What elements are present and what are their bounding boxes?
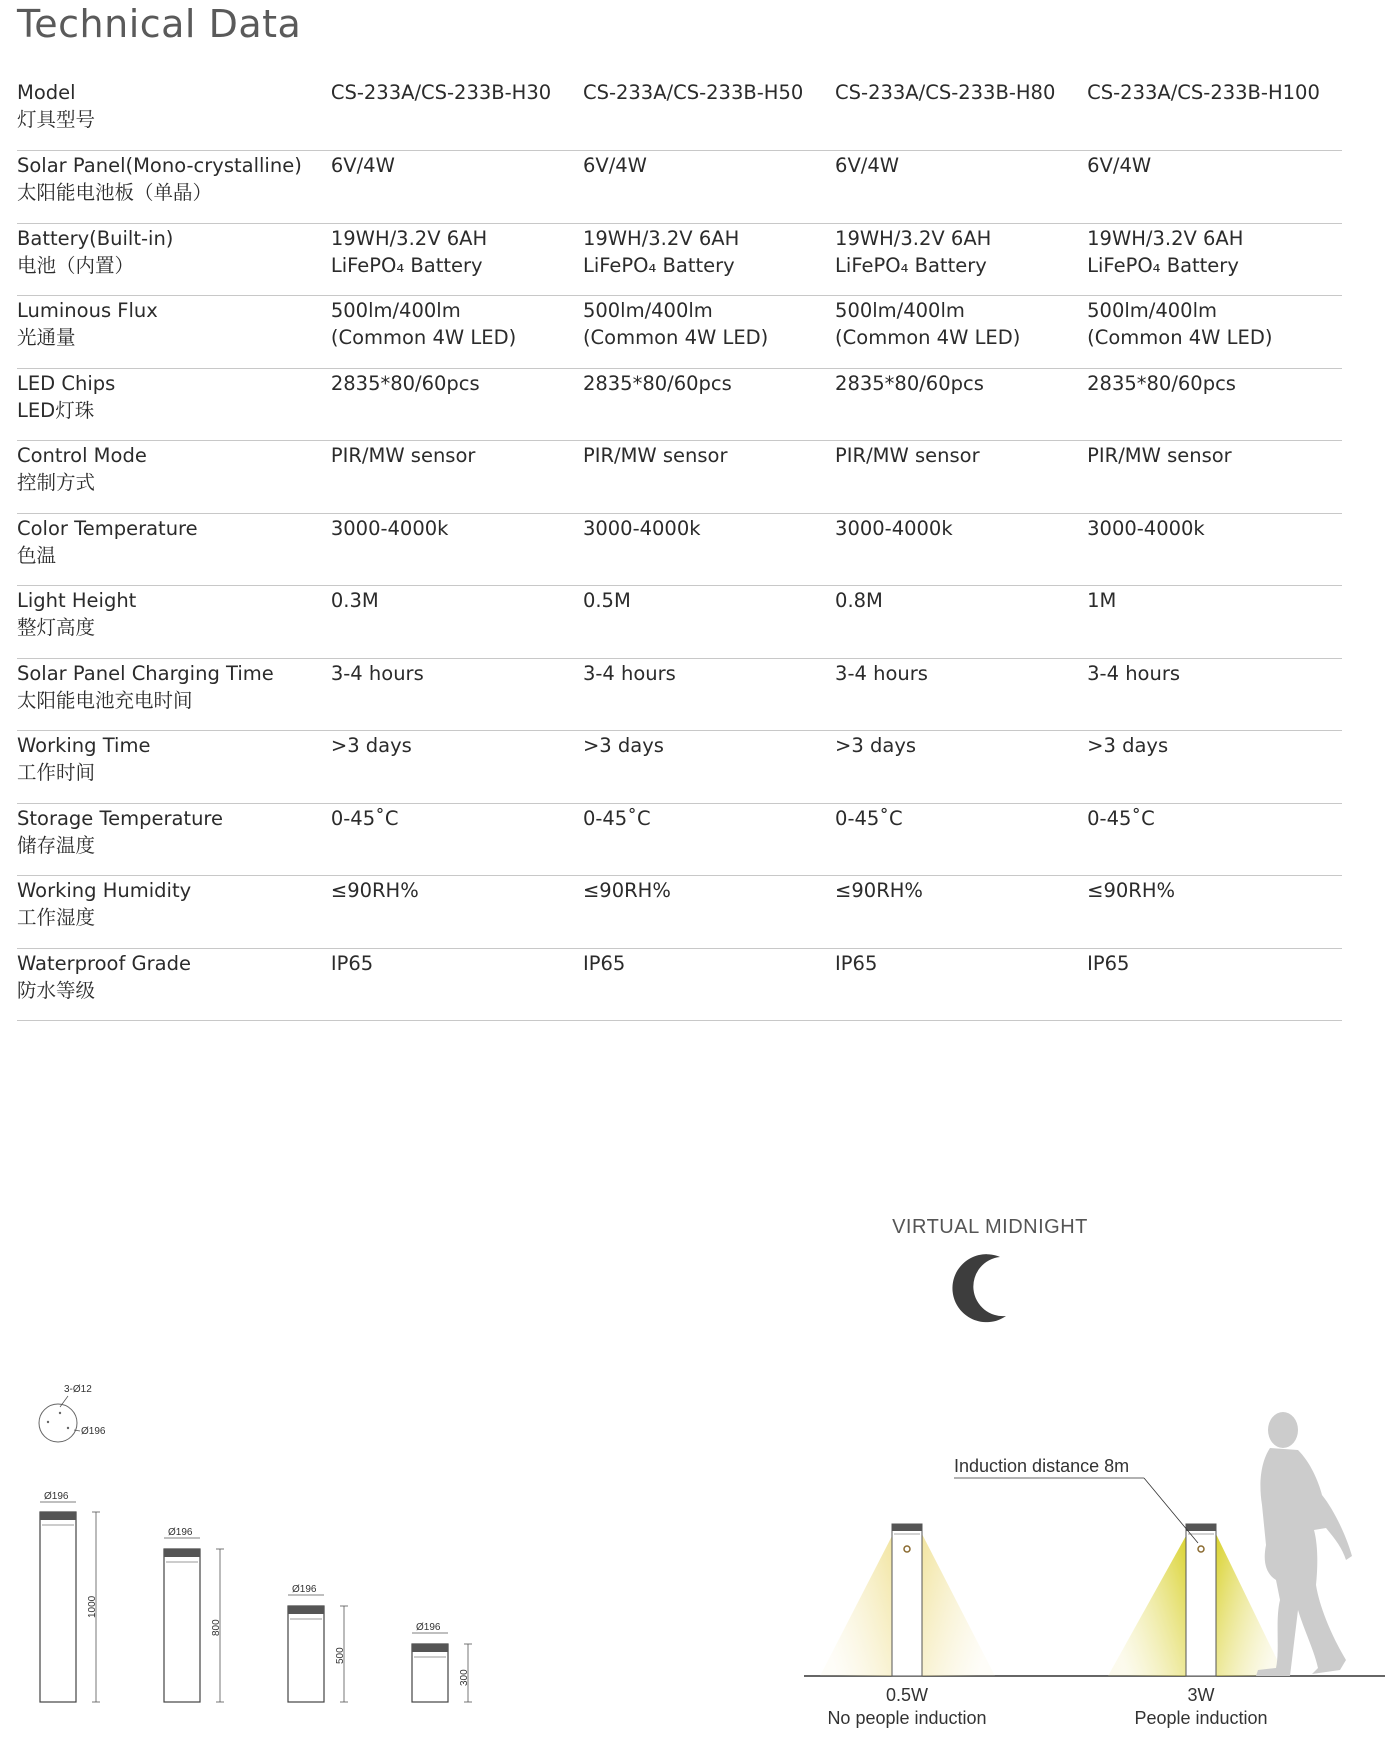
- page-title: Technical Data: [17, 2, 302, 46]
- spec-value: 0-45˚C: [835, 806, 903, 830]
- spec-value: LiFePO₄ Battery: [835, 253, 987, 277]
- row-label-en: Control Mode: [17, 444, 147, 467]
- spec-value: LiFePO₄ Battery: [330, 253, 483, 277]
- hole-label: 3-Ø12: [64, 1384, 92, 1395]
- row-label-zh: 防水等级: [17, 978, 96, 1002]
- spec-value: 0-45˚C: [330, 806, 399, 830]
- spec-value: 3-4 hours: [582, 661, 676, 685]
- spec-value: >3 days: [1087, 734, 1169, 757]
- spec-value: 6V/4W: [835, 154, 900, 177]
- light-height-label: 1000: [87, 1595, 98, 1618]
- row-label-zh: 光通量: [17, 326, 76, 349]
- spec-value: 3-4 hours: [330, 661, 424, 685]
- spec-value: ≤90RH%: [1087, 879, 1176, 902]
- light-drawing-1000: [40, 1491, 100, 1702]
- right-power-label: 3W: [1187, 1685, 1215, 1705]
- spec-value: 3-4 hours: [835, 661, 928, 685]
- row-label-zh: 太阳能电池充电时间: [17, 688, 193, 712]
- spec-value: ≤90RH%: [835, 879, 923, 902]
- sensor-icon: [1198, 1546, 1204, 1552]
- spec-value: IP65: [582, 951, 626, 975]
- spec-value: 0.8M: [835, 589, 883, 612]
- light-body: [288, 1606, 324, 1702]
- row-label-en: Model: [17, 81, 76, 104]
- light-body: [412, 1644, 448, 1702]
- base-diameter-label: Ø196: [81, 1426, 106, 1437]
- virtual-midnight-heading: VIRTUAL MIDNIGHT: [892, 1216, 1088, 1238]
- light-height-label: 800: [211, 1619, 222, 1636]
- light-drawing-500: [288, 1584, 348, 1702]
- light-cap: [288, 1606, 324, 1614]
- row-label-zh: 灯具型号: [17, 108, 96, 131]
- light-diameter-label: Ø196: [416, 1622, 441, 1633]
- spec-value: ≤90RH%: [582, 879, 671, 902]
- spec-value: 500lm/400lm: [1087, 299, 1217, 322]
- spec-value: 2835*80/60pcs: [835, 371, 984, 395]
- spec-value: 500lm/400lm: [582, 299, 713, 322]
- light-drawing-300: [412, 1622, 472, 1702]
- row-label-en: Color Temperature: [17, 516, 198, 540]
- spec-value: IP65: [835, 951, 878, 975]
- light-beam: [820, 1534, 893, 1676]
- light-cap: [40, 1512, 76, 1520]
- row-label-zh: 储存温度: [17, 833, 96, 857]
- spec-value: PIR/MW sensor: [582, 444, 728, 467]
- spec-value: 3000-4000k: [1087, 516, 1205, 540]
- row-label-en: Solar Panel(Mono-crystalline): [17, 154, 302, 177]
- spec-value: 6V/4W: [582, 154, 647, 177]
- light-no-induction: [820, 1524, 995, 1676]
- spec-value: 2835*80/60pcs: [1087, 371, 1236, 395]
- spec-value: 1M: [1087, 589, 1117, 612]
- spec-value: 19WH/3.2V 6AH: [330, 226, 488, 250]
- moon-icon: [952, 1254, 1006, 1322]
- model-name: CS-233A/CS-233B-H50: [582, 81, 804, 104]
- spec-value: >3 days: [330, 734, 412, 757]
- row-label-zh: 工作湿度: [17, 906, 96, 929]
- row-label-zh: 色温: [17, 543, 57, 567]
- model-name: CS-233A/CS-233B-H80: [835, 81, 1056, 104]
- spec-value: 0.5M: [582, 589, 631, 612]
- light-people-induction: [1108, 1524, 1285, 1676]
- row-label-zh: 整灯高度: [17, 616, 96, 639]
- person-silhouette: [1256, 1412, 1352, 1676]
- row-label-en: Storage Temperature: [17, 806, 224, 830]
- spec-value: 3000-4000k: [835, 516, 953, 540]
- row-label-en: Battery(Built-in): [17, 226, 174, 250]
- spec-value: 2835*80/60pcs: [330, 371, 480, 395]
- spec-value: PIR/MW sensor: [835, 444, 980, 467]
- light-beam: [1108, 1534, 1187, 1676]
- row-label-zh: 电池（内置）: [17, 253, 135, 277]
- base-plate-outline: [39, 1404, 77, 1442]
- spec-value: (Common 4W LED): [330, 326, 517, 349]
- spec-value: (Common 4W LED): [1087, 326, 1273, 349]
- row-label-zh: 工作时间: [17, 761, 96, 784]
- bollard-cap: [892, 1524, 922, 1531]
- light-height-label: 500: [335, 1647, 346, 1664]
- bollard-cap: [1186, 1524, 1216, 1531]
- spec-value: 3-4 hours: [1087, 661, 1181, 685]
- spec-value: PIR/MW sensor: [1087, 444, 1232, 467]
- spec-value: 19WH/3.2V 6AH: [582, 226, 740, 250]
- row-label-en: Working Humidity: [17, 879, 192, 902]
- spec-value: >3 days: [835, 734, 917, 757]
- right-caption: People induction: [1134, 1708, 1268, 1728]
- mounting-hole: [47, 1421, 49, 1423]
- spec-value: PIR/MW sensor: [330, 444, 476, 467]
- induction-distance-label: Induction distance 8m: [954, 1456, 1130, 1476]
- leader-line: [1144, 1478, 1198, 1543]
- spec-value: 2835*80/60pcs: [582, 371, 732, 395]
- row-label-en: Solar Panel Charging Time: [17, 661, 274, 685]
- light-height-label: 300: [459, 1669, 470, 1686]
- spec-value: 19WH/3.2V 6AH: [1087, 226, 1244, 250]
- spec-value: (Common 4W LED): [582, 326, 769, 349]
- light-drawing-800: [164, 1527, 224, 1702]
- light-cap: [164, 1549, 200, 1557]
- base-plate-drawing: [39, 1384, 106, 1442]
- spec-value: 6V/4W: [330, 154, 395, 177]
- row-label-en: Working Time: [17, 734, 151, 757]
- light-body: [40, 1512, 76, 1702]
- model-name: CS-233A/CS-233B-H100: [1087, 81, 1320, 104]
- spec-value: 500lm/400lm: [835, 299, 965, 322]
- spec-value: 500lm/400lm: [330, 299, 461, 322]
- sensor-icon: [904, 1546, 910, 1552]
- mounting-hole: [59, 1412, 61, 1414]
- light-diameter-label: Ø196: [292, 1584, 317, 1595]
- row-label-zh: LED灯珠: [17, 398, 95, 422]
- spec-value: 3000-4000k: [582, 516, 701, 540]
- light-cap: [412, 1644, 448, 1652]
- spec-value: 3000-4000k: [330, 516, 449, 540]
- light-diameter-label: Ø196: [168, 1527, 193, 1538]
- spec-value: LiFePO₄ Battery: [582, 253, 735, 277]
- spec-value: IP65: [330, 951, 374, 975]
- spec-value: 0-45˚C: [1087, 806, 1155, 830]
- light-body: [164, 1549, 200, 1702]
- left-caption: No people induction: [827, 1708, 987, 1728]
- row-label-en: LED Chips: [17, 371, 116, 395]
- row-label-en: Waterproof Grade: [17, 951, 191, 975]
- row-label-en: Light Height: [17, 589, 137, 612]
- spec-value: ≤90RH%: [330, 879, 419, 902]
- model-name: CS-233A/CS-233B-H30: [330, 81, 552, 104]
- row-label-zh: 控制方式: [17, 471, 96, 494]
- light-beam: [922, 1534, 995, 1676]
- spec-value: 6V/4W: [1087, 154, 1152, 177]
- spec-value: IP65: [1087, 951, 1130, 975]
- light-diameter-label: Ø196: [44, 1491, 69, 1502]
- left-power-label: 0.5W: [885, 1685, 929, 1705]
- row-label-en: Luminous Flux: [17, 299, 158, 322]
- spec-value: 19WH/3.2V 6AH: [835, 226, 992, 250]
- row-label-zh: 太阳能电池板（单晶）: [17, 181, 213, 204]
- spec-value: 0-45˚C: [582, 806, 651, 830]
- spec-value: LiFePO₄ Battery: [1087, 253, 1239, 277]
- spec-value: >3 days: [582, 734, 664, 757]
- spec-value: (Common 4W LED): [835, 326, 1021, 349]
- spec-value: 0.3M: [330, 589, 379, 612]
- mounting-hole: [67, 1427, 69, 1429]
